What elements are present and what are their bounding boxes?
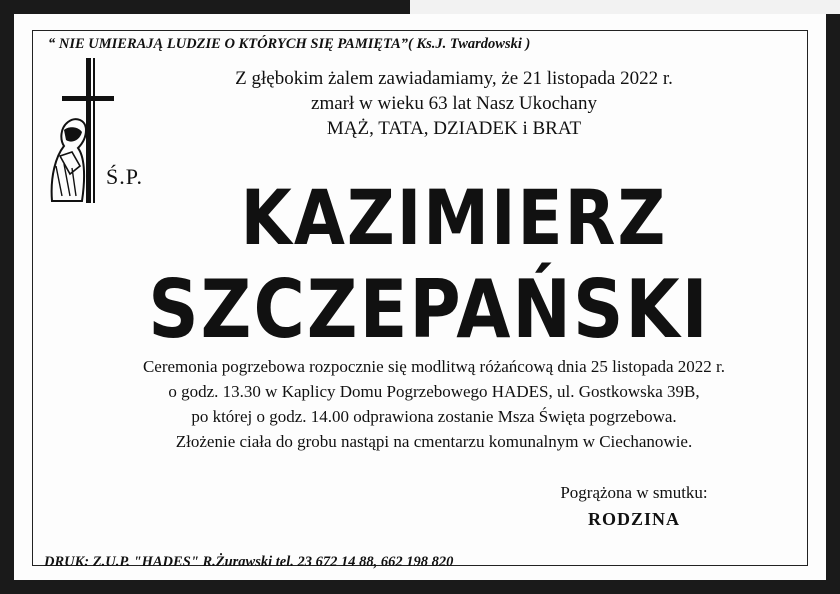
announcement-line: MĄŻ, TATA, DZIADEK i BRAT xyxy=(326,118,582,139)
deceased-last-name: SZCZEPAŃSKI xyxy=(148,262,710,357)
motto-quote: “ NIE UMIERAJĄ LUDZIE O KTÓRYCH SIĘ PAMIĘTA”( Ks.J. Twardowski ) xyxy=(48,36,531,52)
family-signature: RODZINA xyxy=(587,509,680,529)
printer-footer: DRUK: Z.U.P. "HADES" R.Żurawski tel. 23 672 14 88, 662 198 820 xyxy=(44,554,454,570)
sp-prefix: Ś.P. xyxy=(106,164,144,189)
obituary-card xyxy=(14,14,826,580)
announcement-line: Z głębokim żalem zawiadamiamy, że 21 listopada 2022 r. xyxy=(235,68,673,89)
ceremony-details xyxy=(54,354,814,454)
scan-edge xyxy=(410,0,840,14)
announcement-line: zmarł w wieku 63 lat Nasz Ukochany xyxy=(311,93,597,114)
ceremony-line: Złożenie ciała do grobu nastąpi na cmentarzu komunalnym w Ciechanowie. xyxy=(175,432,693,451)
announcement xyxy=(154,66,754,141)
deceased-first-name: KAZIMIERZ xyxy=(240,174,668,263)
ceremony-line: o godz. 13.30 w Kaplicy Domu Pogrzebowego HADES, ul. Gostkowska 39B, xyxy=(168,382,700,401)
ceremony-line: Ceremonia pogrzebowa rozpocznie się modlitwą różańcową dnia 25 listopada 2022 r. xyxy=(142,357,726,376)
mourners xyxy=(534,480,734,532)
mourning-text: Pogrążona w smutku: xyxy=(560,483,708,502)
ceremony-line: po której o godz. 14.00 odprawiona zostanie Msza Święta pogrzebowa. xyxy=(191,407,677,426)
